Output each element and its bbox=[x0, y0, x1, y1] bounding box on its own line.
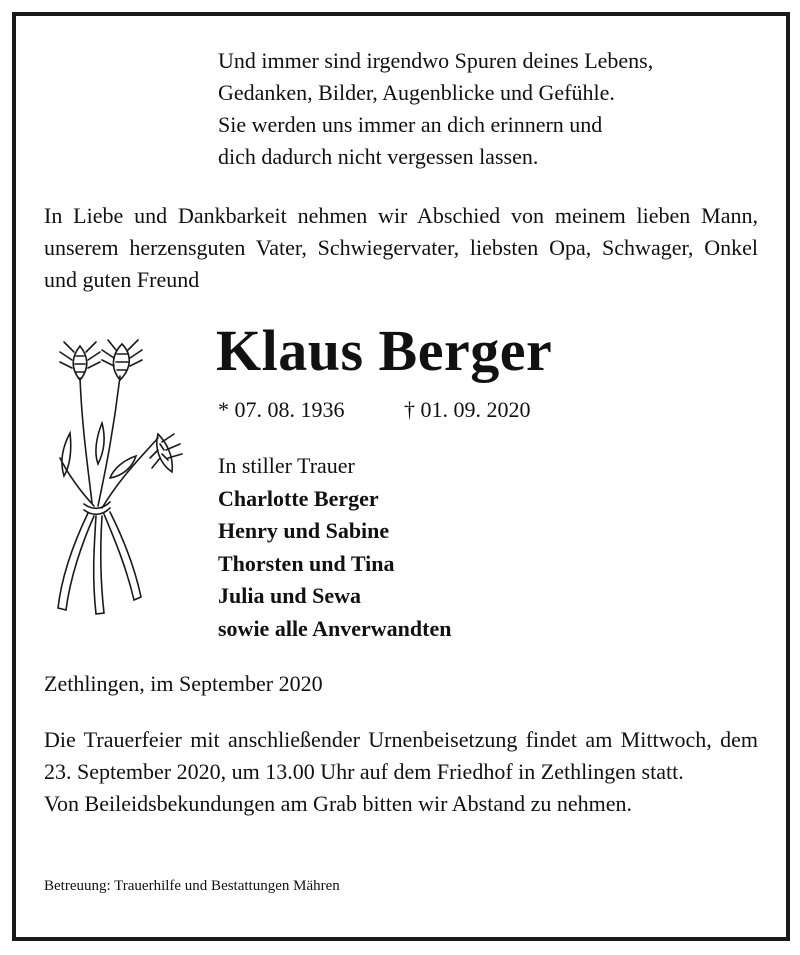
poem-line: Gedanken, Bilder, Augenblicke und Gefühle. bbox=[218, 80, 615, 105]
birth-date: * 07. 08. 1936 bbox=[218, 397, 345, 422]
farewell-text: In Liebe und Dankbarkeit nehmen wir Abschied von meinem lieben Mann, unserem herzensguten Vater, Schwiegervater, liebsten Opa, Schwager, Onkel und guten Freund bbox=[44, 203, 758, 292]
mourners-list bbox=[218, 450, 451, 645]
ceremony-text: Die Trauerfeier mit anschließender Urnenbeisetzung findet am Mittwoch, dem 23. September 2020, um 13.00 Uhr auf dem Friedhof in Zethlingen statt. bbox=[44, 727, 758, 784]
condolence-request: Von Beileidsbekundungen am Grab bitten wir Abstand zu nehmen. bbox=[44, 791, 632, 816]
poem-line: dich dadurch nicht vergessen lassen. bbox=[218, 144, 539, 169]
death-date: † 01. 09. 2020 bbox=[404, 397, 531, 422]
life-dates bbox=[218, 394, 531, 426]
ceremony-info bbox=[44, 724, 758, 820]
mourner-name: Henry und Sabine bbox=[218, 518, 390, 543]
mourners-heading: In stiller Trauer bbox=[218, 453, 355, 478]
mourner-name: sowie alle Anverwandten bbox=[218, 615, 452, 641]
poem-line: Und immer sind irgendwo Spuren deines Lebens, bbox=[218, 48, 654, 73]
poem-line: Sie werden uns immer an dich erinnern und bbox=[218, 112, 603, 137]
mourner-name: Julia und Sewa bbox=[218, 583, 362, 608]
place-and-date: Zethlingen, im September 2020 bbox=[44, 671, 323, 696]
wheat-bundle-icon bbox=[40, 338, 190, 623]
mourner-name: Charlotte Berger bbox=[218, 485, 379, 511]
funeral-home-credit: Betreuung: Trauerhilfe und Bestattungen Mähren bbox=[44, 878, 340, 894]
memorial-poem bbox=[218, 45, 653, 173]
deceased-name: Klaus Berger bbox=[216, 318, 553, 383]
mourner-name: Thorsten und Tina bbox=[218, 550, 395, 576]
